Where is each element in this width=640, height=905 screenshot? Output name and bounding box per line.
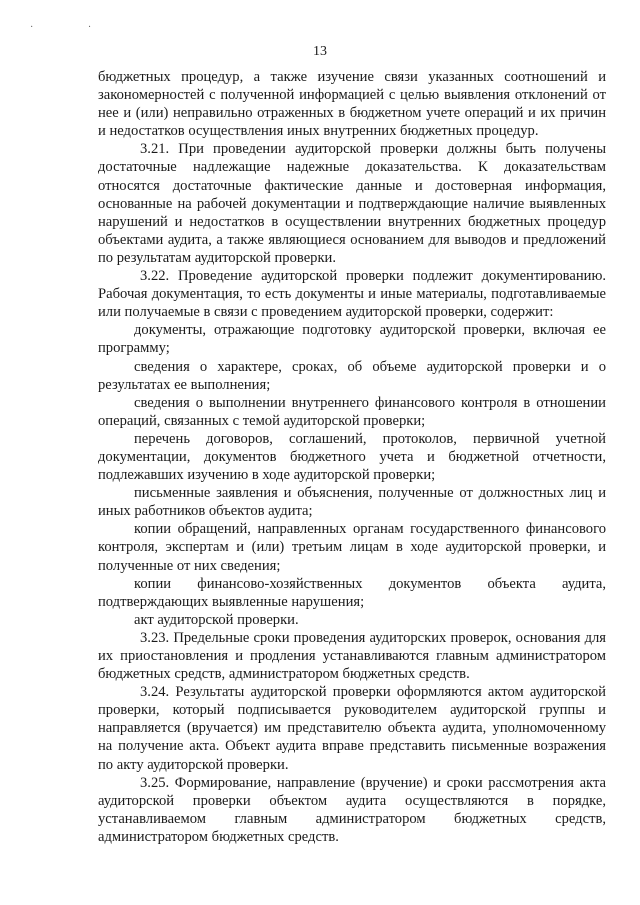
paragraph-3-24: 3.24. Результаты аудиторской проверки оформляются актом аудиторской проверки, который подписывается руководителем аудиторской группы и направляется (вручается) им представителю объекта аудита, уполномоченному на получение акта. Объект аудита вправе представить письменные возражения по акту аудиторской проверки. (98, 684, 606, 773)
list-item: акт аудиторской проверки. (134, 611, 299, 628)
document-body (98, 68, 606, 846)
paragraph-3-23: 3.23. Предельные сроки проведения аудиторских проверок, основания для их приостановления и продления устанавливаются главным администратором бюджетных средств, администратором бюджетных средств. (98, 629, 606, 683)
list-item: копии финансово-хозяйственных документов объекта аудита, подтверждающих выявленные нарушения; (98, 575, 606, 610)
list-item: копии обращений, направленных органам государственного финансового контроля, экспертам и (или) третьим лицам в ходе аудиторской проверки, и полученные от них сведения; (98, 521, 606, 574)
paragraph-3-21: 3.21. При проведении аудиторской проверки должны быть получены достаточные надлежащие надежные доказательства. К доказательствам относятся достаточные фактические данные и достоверная информация, основанные на рабочей документации и подтверждающие наличие выявленных нарушений и недостатков в осуществлении внутренних бюджетных процедур объектами аудита, а также являющиеся основанием для выводов и предложений по результатам аудиторской проверки. (98, 141, 606, 266)
paragraph-3-25: 3.25. Формирование, направление (вручение) и сроки рассмотрения акта аудиторской проверки объектом аудита осуществляются в порядке, устанавливаемом главным администратором бюджетных средств, администратором бюджетных средств. (98, 774, 606, 845)
list-item: документы, отражающие подготовку аудиторской проверки, включая ее программу; (98, 322, 606, 357)
list-item: сведения о характере, сроках, об объеме аудиторской проверки и о результатах ее выполнения; (98, 358, 606, 393)
paragraph-continuation: бюджетных процедур, а также изучение связи указанных соотношений и закономерностей с полученной информацией с целью выявления отклонений от нее и (или) неправильно отраженных в бюджетном учете операций и их причин и недостатков осуществления иных внутренних бюджетных процедур. (98, 69, 606, 140)
page-number: 13 (313, 44, 327, 59)
paragraph-3-22: 3.22. Проведение аудиторской проверки подлежит документированию. Рабочая документация, то есть документы и иные материалы, подготавливаемые или получаемые в связи с проведением аудиторской проверки, содержит: (98, 268, 606, 321)
list-item: перечень договоров, соглашений, протоколов, первичной учетной документации, документов бюджетного учета и бюджетной отчетности, подлежавших изучению в ходе аудиторской проверки; (98, 430, 606, 484)
scan-marks: · · (30, 22, 118, 33)
list-item: сведения о выполнении внутреннего финансового контроля в отношении операций, связанных с темой аудиторской проверки; (98, 394, 606, 429)
list-item: письменные заявления и объяснения, полученные от должностных лиц и иных работников объектов аудита; (98, 485, 606, 520)
